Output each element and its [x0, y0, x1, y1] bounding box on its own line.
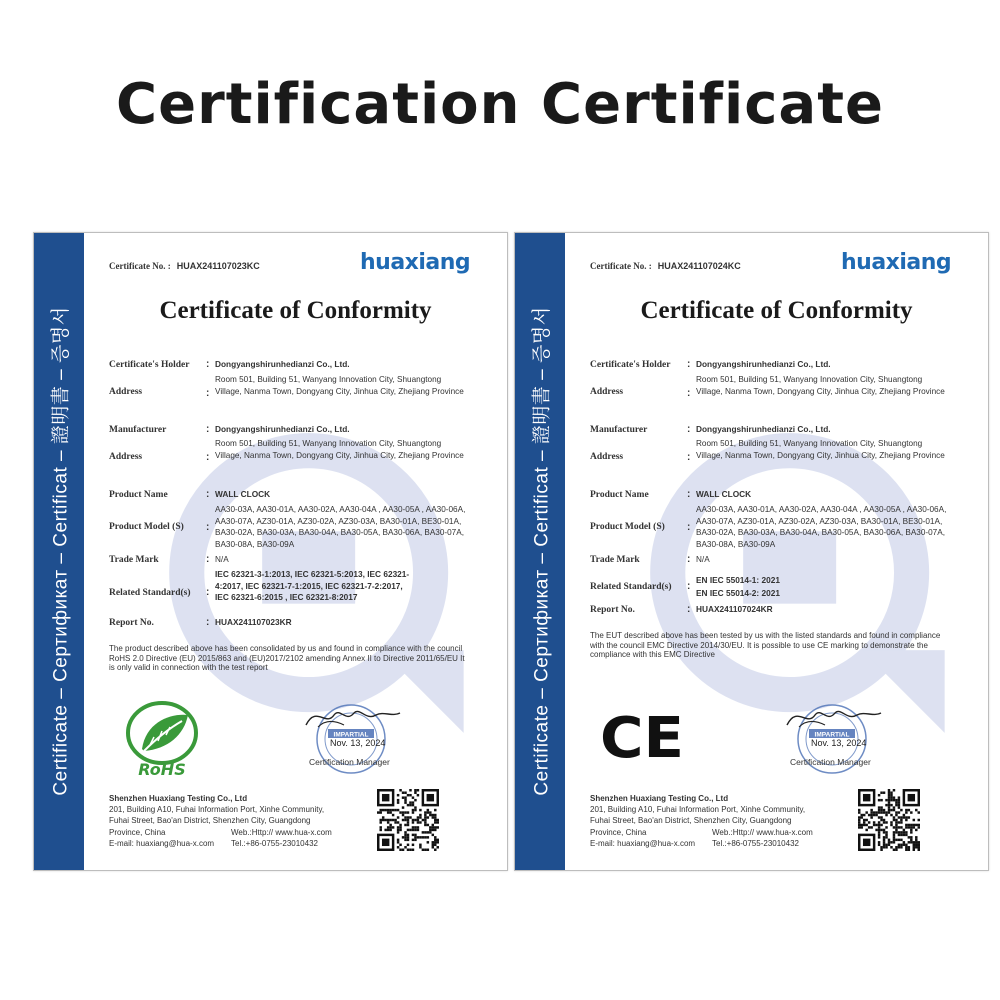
- colon: :: [206, 554, 210, 565]
- svg-text:RoHS: RoHS: [138, 760, 186, 779]
- qr-code-icon: [377, 789, 439, 851]
- issuer-address-line: Fuhai Street, Bao'an District, Shenzhen City, Guangdong: [590, 816, 792, 826]
- holder-label: Certificate's Holder: [109, 360, 190, 370]
- issuer-info: [109, 793, 389, 849]
- qr-code-icon: [858, 789, 920, 851]
- huaxiang-logo: huaxiang: [360, 250, 471, 275]
- side-band-text: Certificate – Сертификат – Certificat – 證明書 – 증명서: [50, 306, 72, 796]
- svg-text:CE: CE: [600, 711, 684, 763]
- manufacturer-value: Dongyangshirunhedianzi Co., Ltd.: [215, 424, 350, 434]
- certificate-number-value: HUAX241107023KC: [176, 261, 260, 271]
- colon: :: [687, 388, 691, 399]
- trade-mark-value: N/A: [696, 555, 710, 564]
- product-name-label: Product Name: [590, 490, 649, 500]
- issuer-tel: Tel.:+86-0755-23010432: [231, 838, 318, 848]
- issuer-email: E-mail: huaxiang@hua-x.com: [590, 838, 696, 848]
- standards-value-1: EN IEC 55014-1: 2021: [696, 575, 780, 585]
- report-no-value: HUAX241107023KR: [215, 617, 292, 627]
- report-no-label: Report No.: [109, 618, 154, 628]
- certificate-number-label: Certificate No. :: [590, 261, 652, 271]
- address-label: Address: [109, 387, 143, 397]
- compliance-statement: The EUT described above has been tested by us with the listed standards and found in compliance with the council EMC Directive 2014/30/EU. It is possible to use CE marking to demonstrate the compliance with this EMC Directive: [590, 631, 941, 660]
- colon: :: [206, 617, 210, 628]
- huaxiang-logo: huaxiang: [841, 250, 952, 275]
- issuer-address-line: Province, China: [590, 827, 647, 837]
- holder-value: Dongyangshirunhedianzi Co., Ltd.: [215, 359, 350, 369]
- rohs-mark-icon: [122, 701, 202, 779]
- colon: :: [206, 452, 210, 463]
- signature-date: Nov. 13, 2024: [811, 738, 867, 748]
- product-name-value: WALL CLOCK: [696, 489, 752, 499]
- svg-text:IMPARTIAL: IMPARTIAL: [333, 731, 369, 739]
- colon: :: [687, 554, 691, 565]
- side-band: [34, 233, 84, 870]
- report-no-label: Report No.: [590, 605, 635, 615]
- issuer-name: Shenzhen Huaxiang Testing Co., Ltd: [109, 794, 248, 803]
- issuer-name: Shenzhen Huaxiang Testing Co., Ltd: [590, 794, 729, 803]
- colon: :: [687, 522, 691, 533]
- ce-mark-icon: [600, 711, 686, 763]
- issuer-address-line: 201, Building A10, Fuhai Information Port, Xinhe Community,: [109, 805, 325, 815]
- report-no-value: HUAX241107024KR: [696, 604, 773, 614]
- product-model-label: Product Model (S): [109, 522, 184, 532]
- trade-mark-value: N/A: [215, 555, 229, 564]
- manufacturer-label: Manufacturer: [109, 425, 167, 435]
- compliance-statement: The product described above has been consolidated by us and found in compliance with the council RoHS 2.0 Directive (EU) 2015/863 and (EU)2017/2102 amending Annex II to Directive 2011/65/EU It is only valid in connection with the test report: [109, 644, 465, 673]
- product-name-label: Product Name: [109, 490, 168, 500]
- colon: :: [687, 424, 691, 435]
- address-value: Room 501, Building 51, Wanyang Innovation City, Shuangtong Village, Nanma Town, Dongyang City, Jinhua City, Zhejiang Province: [696, 375, 945, 396]
- colon: :: [687, 581, 691, 592]
- colon: :: [687, 489, 691, 500]
- signature-role: Certification Manager: [790, 757, 871, 767]
- colon: :: [206, 522, 210, 533]
- manufacturer-value: Dongyangshirunhedianzi Co., Ltd.: [696, 424, 831, 434]
- address-value: Room 501, Building 51, Wanyang Innovation City, Shuangtong Village, Nanma Town, Dongyang City, Jinhua City, Zhejiang Province: [215, 375, 464, 396]
- holder-label: Certificate's Holder: [590, 360, 671, 370]
- certificate-emc: [514, 232, 989, 871]
- standards-value-2: EN IEC 55014-2: 2021: [696, 588, 780, 598]
- issuer-address-line: Province, China: [109, 827, 166, 837]
- certificate-number-label: Certificate No. :: [109, 261, 171, 271]
- manufacturer-label: Manufacturer: [590, 425, 648, 435]
- page-title: Certification Certificate: [116, 72, 884, 137]
- certificate-number: [109, 261, 260, 271]
- issuer-email: E-mail: huaxiang@hua-x.com: [109, 838, 215, 848]
- side-band: [515, 233, 565, 870]
- manufacturer-address-label: Address: [590, 452, 624, 462]
- certificate-number-value: HUAX241107024KC: [657, 261, 741, 271]
- issuer-info: [590, 793, 870, 849]
- product-model-value: AA30-03A, AA30-01A, AA30-02A, AA30-04A , AA30-05A , AA30-06A, AA30-07A, AZ30-01A, AZ30-02A, AZ30-03A, BA30-01A, BE30-01A, BA30-02A, BA30-03A, BA30-04A, BA30-05A, BA30-06A, BA30-07A, BA30-08A, BA30-09A: [696, 505, 947, 549]
- colon: :: [206, 587, 210, 598]
- issuer-web: Web.:Http:// www.hua-x.com: [712, 827, 813, 837]
- product-name-value: WALL CLOCK: [215, 489, 271, 499]
- product-model-label: Product Model (S): [590, 522, 665, 532]
- holder-value: Dongyangshirunhedianzi Co., Ltd.: [696, 359, 831, 369]
- issuer-tel: Tel.:+86-0755-23010432: [712, 838, 799, 848]
- issuer-web: Web.:Http:// www.hua-x.com: [231, 827, 332, 837]
- colon: :: [206, 424, 210, 435]
- colon: :: [206, 359, 210, 370]
- certificate-title: Certificate of Conformity: [159, 297, 432, 324]
- signature-role: Certification Manager: [309, 757, 390, 767]
- standards-label: Related Standard(s): [590, 582, 672, 592]
- product-model-value: AA30-03A, AA30-01A, AA30-02A, AA30-04A , AA30-05A , AA30-06A, AA30-07A, AZ30-01A, AZ30-02A, AZ30-03A, BA30-01A, BE30-01A, BA30-02A, BA30-03A, BA30-04A, BA30-05A, BA30-06A, BA30-07A, BA30-08A, BA30-09A: [215, 505, 466, 549]
- certificate-rohs: [33, 232, 508, 871]
- colon: :: [206, 489, 210, 500]
- manufacturer-address-value: Room 501, Building 51, Wanyang Innovation City, Shuangtong Village, Nanma Town, Dongyang City, Jinhua City, Zhejiang Province: [696, 439, 945, 460]
- certificate-title: Certificate of Conformity: [640, 297, 913, 324]
- standards-label: Related Standard(s): [109, 588, 191, 598]
- trade-mark-label: Trade Mark: [590, 555, 640, 565]
- manufacturer-address-value: Room 501, Building 51, Wanyang Innovation City, Shuangtong Village, Nanma Town, Dongyang City, Jinhua City, Zhejiang Province: [215, 439, 464, 460]
- certificate-number: [590, 261, 741, 271]
- manufacturer-address-label: Address: [109, 452, 143, 462]
- colon: :: [687, 452, 691, 463]
- colon: :: [687, 604, 691, 615]
- signature-date: Nov. 13, 2024: [330, 738, 386, 748]
- trade-mark-label: Trade Mark: [109, 555, 159, 565]
- colon: :: [687, 359, 691, 370]
- standards-value: IEC 62321-3-1:2013, IEC 62321-5:2013, IEC 62321-4:2017, IEC 62321-7-1:2015, IEC 62321-7-2:2017, IEC 62321-6:2015 , IEC 62321-8:2017: [215, 569, 410, 603]
- address-label: Address: [590, 387, 624, 397]
- svg-text:IMPARTIAL: IMPARTIAL: [814, 731, 850, 739]
- colon: :: [206, 388, 210, 399]
- issuer-address-line: Fuhai Street, Bao'an District, Shenzhen City, Guangdong: [109, 816, 311, 826]
- side-band-text: Certificate – Сертификат – Certificat – 證明書 – 증명서: [531, 306, 553, 796]
- issuer-address-line: 201, Building A10, Fuhai Information Port, Xinhe Community,: [590, 805, 806, 815]
